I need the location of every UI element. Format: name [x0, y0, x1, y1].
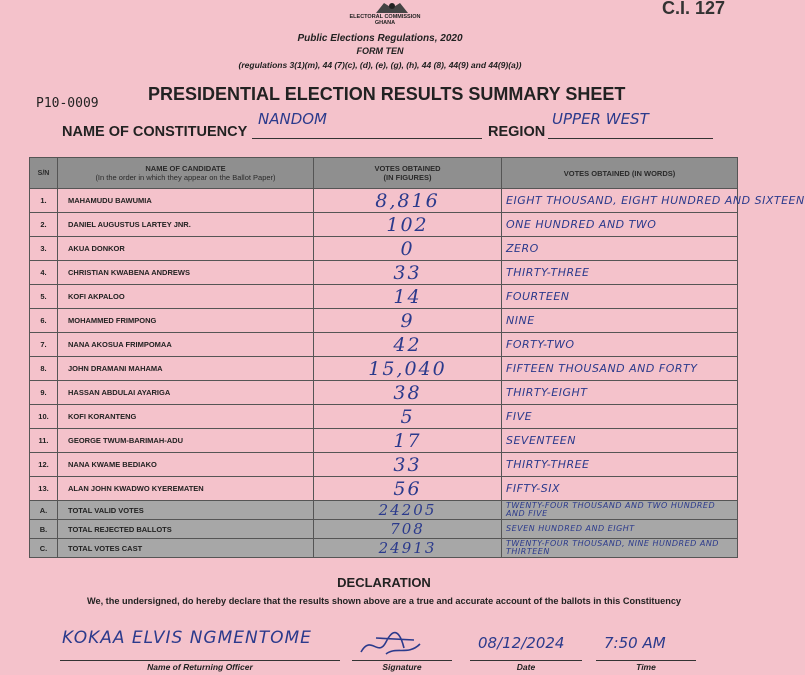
- row-sn: 4.: [30, 261, 58, 285]
- votes-figures: 33: [314, 261, 502, 285]
- coat-of-arms-emblem: [372, 0, 412, 14]
- row-sn: 7.: [30, 333, 58, 357]
- votes-figures: 24205: [314, 501, 502, 520]
- candidate-row: [30, 453, 738, 477]
- signature-scribble: [356, 628, 426, 660]
- row-sn: 9.: [30, 381, 58, 405]
- votes-figures: 38: [314, 381, 502, 405]
- time-label: Time: [636, 662, 656, 672]
- votes-words: EIGHT THOUSAND, EIGHT HUNDRED AND SIXTEEN: [502, 189, 738, 213]
- candidate-row: [30, 381, 738, 405]
- votes-words: FIFTEEN THOUSAND AND FORTY: [502, 357, 738, 381]
- candidate-row: [30, 429, 738, 453]
- row-sn: 2.: [30, 213, 58, 237]
- votes-figures: 17: [314, 429, 502, 453]
- candidate-name: MOHAMMED FRIMPONG: [58, 309, 314, 333]
- signature-line: [352, 660, 452, 661]
- candidate-row: [30, 261, 738, 285]
- constituency-line: [252, 138, 482, 139]
- candidate-row: [30, 357, 738, 381]
- votes-words: SEVENTEEN: [502, 429, 738, 453]
- candidate-row: [30, 405, 738, 429]
- votes-words: NINE: [502, 309, 738, 333]
- candidate-name: TOTAL REJECTED BALLOTS: [58, 520, 314, 539]
- votes-words: FOURTEEN: [502, 285, 738, 309]
- officer-name-label: Name of Returning Officer: [147, 662, 253, 672]
- region-label: REGION: [488, 124, 546, 140]
- votes-words: ONE HUNDRED AND TWO: [502, 213, 738, 237]
- candidate-name: JOHN DRAMANI MAHAMA: [58, 357, 314, 381]
- votes-figures: 42: [314, 333, 502, 357]
- declaration-text: We, the undersigned, do hereby declare that the results shown above are a true and accurate account of the ballots in this Constituency: [86, 596, 682, 606]
- candidate-name: KOFI KORANTENG: [58, 405, 314, 429]
- votes-figures: 5: [314, 405, 502, 429]
- row-sn: 1.: [30, 189, 58, 213]
- header-figures: VOTES OBTAINED (IN FIGURES): [314, 158, 502, 189]
- candidate-name: GEORGE TWUM-BARIMAH-ADU: [58, 429, 314, 453]
- votes-figures: 0: [314, 237, 502, 261]
- candidate-name: KOFI AKPALOO: [58, 285, 314, 309]
- votes-figures: 8,816: [314, 189, 502, 213]
- candidate-row: [30, 237, 738, 261]
- time-line: [596, 660, 696, 661]
- declaration-title: DECLARATION: [337, 575, 431, 590]
- candidate-row: [30, 309, 738, 333]
- row-sn: C.: [30, 539, 58, 558]
- totals-row: [30, 539, 738, 558]
- signature-label: Signature: [382, 662, 422, 672]
- constituency-value: NANDOM: [258, 110, 328, 128]
- votes-words: TWENTY-FOUR THOUSAND AND TWO HUNDRED AND FIVE: [502, 501, 738, 520]
- header-sn: S/N: [30, 158, 58, 189]
- votes-words: TWENTY-FOUR THOUSAND, NINE HUNDRED AND THIRTEEN: [502, 539, 738, 558]
- candidate-name: TOTAL VOTES CAST: [58, 539, 314, 558]
- candidate-name: DANIEL AUGUSTUS LARTEY JNR.: [58, 213, 314, 237]
- candidate-name: ALAN JOHN KWADWO KYEREMATEN: [58, 477, 314, 501]
- votes-figures: 102: [314, 213, 502, 237]
- row-sn: 12.: [30, 453, 58, 477]
- votes-figures: 708: [314, 520, 502, 539]
- candidate-name: MAHAMUDU BAWUMIA: [58, 189, 314, 213]
- row-sn: 5.: [30, 285, 58, 309]
- table-header-row: [30, 158, 738, 189]
- votes-words: ZERO: [502, 237, 738, 261]
- votes-words: SEVEN HUNDRED AND EIGHT: [502, 520, 738, 539]
- region-value: UPPER WEST: [552, 110, 649, 128]
- votes-words: FIVE: [502, 405, 738, 429]
- votes-figures: 24913: [314, 539, 502, 558]
- time-value: 7:50 AM: [604, 634, 666, 652]
- date-value: 08/12/2024: [478, 634, 565, 652]
- totals-row: [30, 520, 738, 539]
- row-sn: 8.: [30, 357, 58, 381]
- form-number: FORM TEN: [356, 46, 404, 56]
- votes-figures: 15,040: [314, 357, 502, 381]
- row-sn: B.: [30, 520, 58, 539]
- votes-words: THIRTY-THREE: [502, 261, 738, 285]
- candidate-row: [30, 213, 738, 237]
- date-label: Date: [516, 662, 536, 672]
- regulations-title: Public Elections Regulations, 2020: [297, 33, 463, 44]
- row-sn: A.: [30, 501, 58, 520]
- row-sn: 6.: [30, 309, 58, 333]
- votes-words: THIRTY-EIGHT: [502, 381, 738, 405]
- polling-code: P10-0009: [36, 96, 99, 111]
- form-reference: C.I. 127: [662, 0, 726, 18]
- candidate-row: [30, 333, 738, 357]
- votes-figures: 9: [314, 309, 502, 333]
- officer-name-line: [60, 660, 340, 661]
- candidate-name: NANA KWAME BEDIAKO: [58, 453, 314, 477]
- candidate-name: HASSAN ABDULAI AYARIGA: [58, 381, 314, 405]
- candidate-name: AKUA DONKOR: [58, 237, 314, 261]
- row-sn: 11.: [30, 429, 58, 453]
- candidate-row: [30, 477, 738, 501]
- candidate-row: [30, 189, 738, 213]
- totals-row: [30, 501, 738, 520]
- regulation-references: (regulations 3(1)(m), 44 (7)(c), (d), (e), (g), (h), 44 (8), 44(9) and 44(9)(a)): [238, 60, 522, 70]
- returning-officer-name: KOKAA ELVIS NGMENTOME: [62, 628, 312, 648]
- votes-words: THIRTY-THREE: [502, 453, 738, 477]
- commission-name: ELECTORAL COMMISSION GHANA: [349, 14, 421, 26]
- row-sn: 13.: [30, 477, 58, 501]
- results-table: [29, 157, 805, 558]
- constituency-label: NAME OF CONSTITUENCY: [62, 124, 248, 140]
- votes-words: FIFTY-SIX: [502, 477, 738, 501]
- candidate-name: CHRISTIAN KWABENA ANDREWS: [58, 261, 314, 285]
- sheet-title: PRESIDENTIAL ELECTION RESULTS SUMMARY SHEET: [148, 84, 626, 104]
- candidate-row: [30, 285, 738, 309]
- candidate-name: TOTAL VALID VOTES: [58, 501, 314, 520]
- votes-figures: 33: [314, 453, 502, 477]
- row-sn: 3.: [30, 237, 58, 261]
- votes-figures: 14: [314, 285, 502, 309]
- votes-words: FORTY-TWO: [502, 333, 738, 357]
- votes-figures: 56: [314, 477, 502, 501]
- header-candidate: NAME OF CANDIDATE (In the order in which they appear on the Ballot Paper): [58, 158, 314, 189]
- header-words: VOTES OBTAINED (IN WORDS): [502, 158, 738, 189]
- candidate-name: NANA AKOSUA FRIMPOMAA: [58, 333, 314, 357]
- date-line: [470, 660, 582, 661]
- row-sn: 10.: [30, 405, 58, 429]
- region-line: [548, 138, 713, 139]
